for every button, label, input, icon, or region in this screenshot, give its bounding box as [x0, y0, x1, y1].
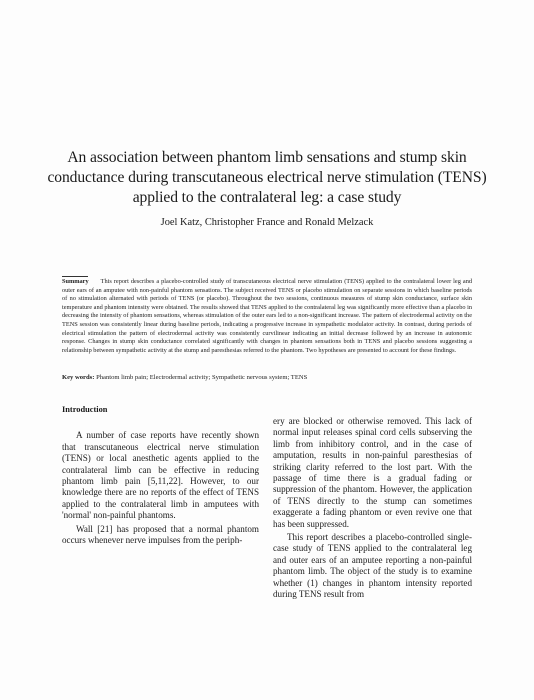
intro-paragraph-1: A number of case reports have recently shown that transcutaneous electrical nerve stimulation (TENS) or local anesthetic agents applied to the contralateral limb can be effective in reducing phantom limb pain [5,11,22]. However, to our knowledge there are no reports of the effect of TENS applied to the contralateral limb in amputees with 'normal' non-painful phantoms. [62, 430, 259, 521]
right-paragraph-1: ery are blocked or otherwise removed. This lack of normal input releases spinal cord cells subserving the limb from inhibitory control, and in the case of amputation, results in non-painful paresthesias of striking clarity referred to the lost part. With the passage of time there is a gradual fading or suppression of the phantom. However, the application of TENS directly to the stump can sometimes exaggerate a fading phantom or even revive one that has been suppressed. [273, 416, 472, 529]
summary-label: Summary [62, 278, 89, 285]
right-paragraph-2: This report describes a placebo-controlled single-case study of TENS applied to the contralateral leg and outer ears of an amputee reporting a non-painful phantom limb. The object of the study is to examine whether (1) changes in phantom intensity reported during TENS result from [273, 532, 472, 600]
article-title: An association between phantom limb sensations and stump skin conductance during transcutaneous electrical nerve stimulation (TENS) applied to the contralateral leg: a case study [47, 149, 487, 206]
right-column [273, 416, 472, 601]
keywords-label: Key words: [62, 374, 95, 381]
introduction-heading: Introduction [62, 405, 108, 414]
intro-paragraph-2: Wall [21] has proposed that a normal phantom occurs whenever nerve impulses from the periph- [62, 523, 259, 546]
keywords-line [62, 373, 472, 382]
summary-rule [62, 276, 88, 277]
keywords-text: Phantom limb pain; Electrodermal activity; Sympathetic nervous system; TENS [96, 374, 308, 381]
left-column [62, 404, 259, 546]
article-authors: Joel Katz, Christopher France and Ronald Melzack [160, 217, 374, 228]
summary-abstract [62, 278, 472, 355]
summary-text: This report describes a placebo-controlled study of transcutaneous electrical nerve stimulation (TENS) applied to the contralateral lower leg and outer ears of an amputee with non-painful phantom sensations. The subject received TENS or placebo stimulation on separate sessions in which baseline periods of no stimulation alternated with periods of TENS (or placebo). Throughout the two sessions, continuous measures of stump skin conductance, surface skin temperature and phantom intensity were obtained. The results showed that TENS applied to the contralateral leg was significantly more effective than a placebo in decreasing the intensity of phantom sensations, whereas stimulation of the outer ears led to a non-significant increase. The pattern of electrodermal activity on the TENS session was consistently linear during baseline periods, indicating a progressive increase in sympathetic modulator activity. In contrast, during periods of electrical stimulation the pattern of electrodermal activity was consistently curvilinear indicating an initial decrease followed by an increase in autonomic response. Changes in stump skin conductance correlated significantly with changes in phantom sensations both in TENS and placebo sessions suggesting a relationship between sympathetic activity at the stump and paresthesias referred to the phantom. Two hypotheses are presented to account for these findings. [62, 278, 472, 354]
